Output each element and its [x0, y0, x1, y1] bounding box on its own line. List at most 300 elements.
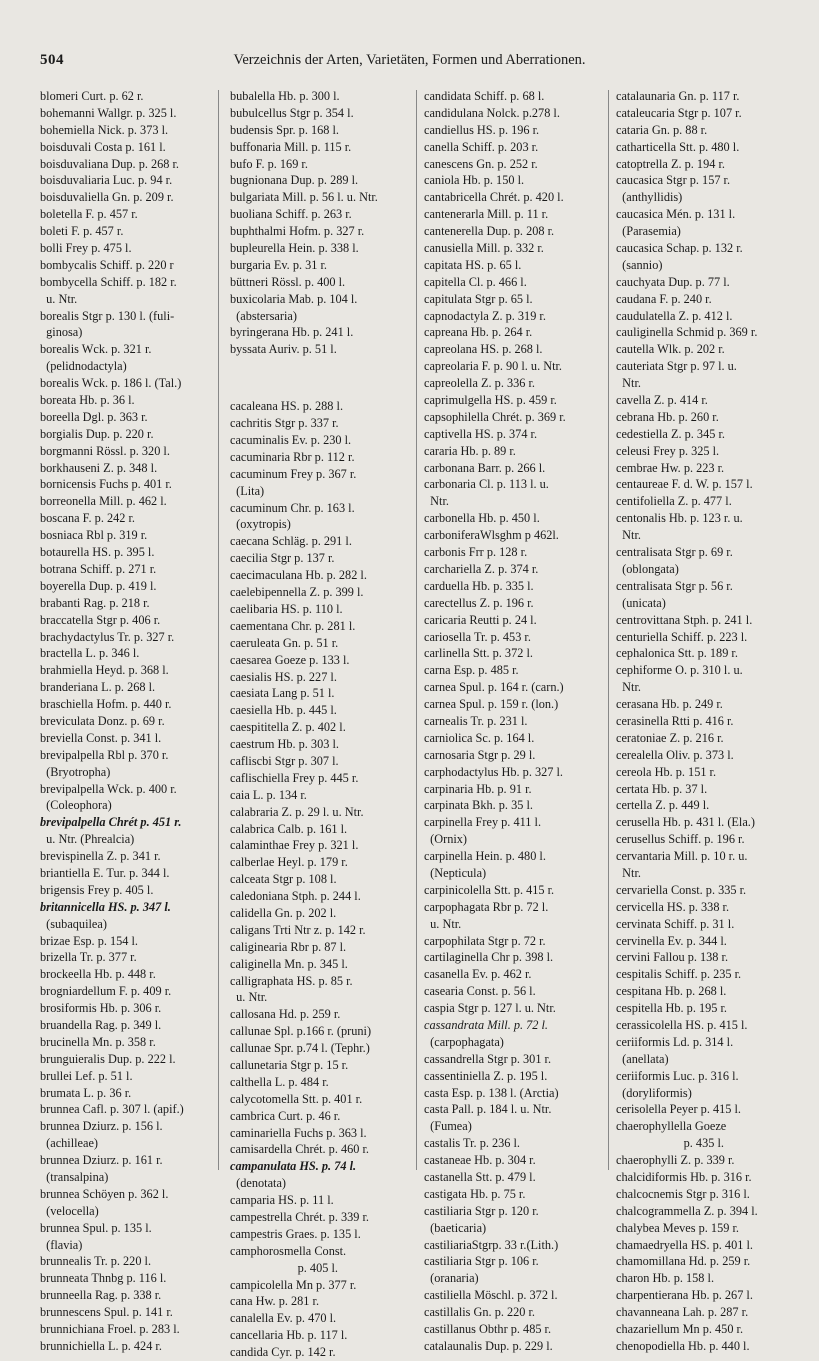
- index-entry: cararia Hb. p. 89 r.: [424, 443, 516, 458]
- index-entry: borreonella Mill. p. 462 l.: [40, 494, 167, 509]
- index-entry: brogniardellum F. p. 409 r.: [40, 984, 172, 999]
- index-entry: carchariella Z. p. 374 r.: [424, 561, 539, 576]
- index-entry: castiliaria Stgr p. 106 r.: [424, 1254, 539, 1269]
- index-entry: chalcocnemis Stgr p. 316 l.: [616, 1186, 750, 1201]
- index-entry: chamomillana Hd. p. 259 r.: [616, 1254, 751, 1269]
- index-entry: bubalella Hb. p. 300 l.: [230, 89, 340, 103]
- index-entry: chalybea Meves p. 159 r.: [616, 1220, 739, 1235]
- index-entry: capreolella Z. p. 336 r.: [424, 376, 535, 391]
- index-entry: u. Ntr.: [230, 990, 268, 1005]
- index-entry: capreolaria F. p. 90 l. u. Ntr.: [424, 359, 563, 374]
- index-entry: bombycalis Schiff. p. 220 r: [40, 257, 174, 272]
- index-entry: brunnea Schöyen p. 362 l.: [40, 1186, 169, 1201]
- index-entry: canusiella Mill. p. 332 r.: [424, 241, 544, 256]
- index-entry: bornicensis Fuchs p. 401 r.: [40, 477, 172, 492]
- index-entry: caesialis HS. p. 227 l.: [230, 669, 337, 684]
- index-entry: boyerella Dup. p. 419 l.: [40, 578, 157, 593]
- index-entry: (abstersaria): [230, 308, 297, 323]
- index-entry: cachritis Stgr p. 337 r.: [230, 416, 339, 431]
- column-divider: [416, 90, 417, 1170]
- index-entry: brunnescens Spul. p. 141 r.: [40, 1305, 173, 1320]
- index-entry: caelibaria HS. p. 110 l.: [230, 601, 343, 616]
- index-entry: carnea Spul. p. 164 r. (carn.): [424, 680, 564, 695]
- index-entry: [230, 358, 410, 378]
- index-entry: canalella Ev. p. 470 l.: [230, 1311, 337, 1326]
- index-entry: (Ornix): [424, 832, 468, 847]
- index-entry: centralisata Stgr p. 69 r.: [616, 545, 733, 560]
- index-entry: candiellus HS. p. 196 r.: [424, 122, 540, 137]
- index-entry: brunneata Thnbg p. 116 l.: [40, 1271, 167, 1286]
- index-entry: campicolella Mn p. 377 r.: [230, 1277, 357, 1292]
- index-entry: carbonis Frr p. 128 r.: [424, 545, 528, 560]
- index-entry: Ntr.: [616, 528, 641, 543]
- index-entry: carectellus Z. p. 196 r.: [424, 595, 534, 610]
- index-entry: centifoliella Z. p. 477 l.: [616, 494, 732, 509]
- index-entry: cafliscbi Stgr p. 307 l.: [230, 753, 339, 768]
- index-entry: callunae Spl. p.166 r. (pruni): [230, 1024, 372, 1039]
- index-entry: castiliella Möschl. p. 372 l.: [424, 1288, 558, 1303]
- index-entry: bombycella Schiff. p. 182 r.: [40, 274, 177, 289]
- index-entry: cauteriata Stgr p. 97 l. u.: [616, 359, 737, 374]
- index-entry: brunnichiella L. p. 424 r.: [40, 1338, 162, 1353]
- index-entry: braccatella Stgr p. 406 r.: [40, 612, 161, 627]
- index-entry: p. 405 l.: [230, 1260, 338, 1275]
- index-entry: bohemiella Nick. p. 373 l.: [40, 122, 169, 137]
- index-entry: brunnea Dziurz. p. 156 l.: [40, 1119, 163, 1134]
- index-entry: cauliginella Schmid p. 369 r.: [616, 325, 758, 340]
- index-entry: caminariella Fuchs p. 363 l.: [230, 1125, 367, 1140]
- index-entry: charpentierana Hb. p. 267 l.: [616, 1288, 753, 1303]
- index-entry: cacaleana HS. p. 288 l.: [230, 399, 344, 414]
- index-entry: catharticella Stt. p. 480 l.: [616, 139, 740, 154]
- index-entry: boisduvaliella Gn. p. 209 r.: [40, 190, 174, 205]
- index-entry: capsophilella Chrét. p. 369 r.: [424, 409, 566, 424]
- index-entry: calligraphata HS. p. 85 r.: [230, 973, 353, 988]
- index-entry: centralisata Stgr p. 56 r.: [616, 578, 733, 593]
- index-entry: carlinella Stt. p. 372 l.: [424, 646, 533, 661]
- index-entry: capitata HS. p. 65 l.: [424, 257, 522, 272]
- index-entry: cervinella Ev. p. 344 l.: [616, 933, 727, 948]
- index-entry: brabanti Rag. p. 218 r.: [40, 595, 150, 610]
- running-title: Verzeichnis der Arten, Varietäten, Formen und Aberrationen.: [233, 52, 586, 68]
- index-entry: brunnealis Tr. p. 220 l.: [40, 1254, 152, 1269]
- index-entry: cespitalis Schiff. p. 235 r.: [616, 967, 742, 982]
- index-entry: p. 435 l.: [616, 1136, 724, 1151]
- index-entry: cautella Wlk. p. 202 r.: [616, 342, 725, 357]
- index-entry: (Parasemia): [616, 224, 681, 239]
- index-entry: brevispinella Z. p. 341 r.: [40, 849, 161, 864]
- index-entry: certata Hb. p. 37 l.: [616, 781, 708, 796]
- index-entry: chalcidiformis Hb. p. 316 r.: [616, 1170, 752, 1184]
- index-entry: camphorosmella Const.: [230, 1243, 347, 1258]
- index-entry: caesarea Goeze p. 133 l.: [230, 652, 350, 667]
- index-entry: cembrae Hw. p. 223 r.: [616, 460, 725, 475]
- index-entry: calberlae Heyl. p. 179 r.: [230, 855, 348, 870]
- index-entry: ceriiformis Luc. p. 316 l.: [616, 1068, 739, 1083]
- index-entry: cervicella HS. p. 338 r.: [616, 899, 730, 914]
- index-entry: u. Ntr.: [40, 291, 78, 306]
- index-entry: carnealis Tr. p. 231 l.: [424, 713, 528, 728]
- index-entry: boisduvaliaria Luc. p. 94 r.: [40, 173, 173, 188]
- index-entry: carpophagata Rbr p. 72 l.: [424, 899, 549, 914]
- index-entry: Ntr.: [616, 376, 641, 391]
- index-entry: boreella Dgl. p. 363 r.: [40, 409, 148, 424]
- index-entry: cerusellus Schiff. p. 196 r.: [616, 832, 745, 847]
- index-entry: byringerana Hb. p. 241 l.: [230, 325, 354, 340]
- index-entry: brunnichiana Froel. p. 283 l.: [40, 1322, 180, 1337]
- index-entry: cassandrata Mill. p. 72 l.: [424, 1017, 548, 1032]
- index-entry: cervini Fallou p. 138 r.: [616, 950, 729, 965]
- index-entry: bolli Frey p. 475 l.: [40, 241, 132, 256]
- index-entry: cervinata Schiff. p. 31 l.: [616, 916, 735, 931]
- index-entry: cephiforme O. p. 310 l. u.: [616, 663, 743, 678]
- index-entry: caia L. p. 134 r.: [230, 787, 307, 802]
- index-entry: (denotata): [230, 1176, 286, 1191]
- index-entry: bugnionana Dup. p. 289 l.: [230, 173, 359, 188]
- index-entry: carpophilata Stgr p. 72 r.: [424, 933, 546, 948]
- index-entry: (anthyllidis): [616, 190, 683, 205]
- index-entry: burgaria Ev. p. 31 r.: [230, 257, 327, 272]
- index-entry: borealis Wck. p. 321 r.: [40, 342, 152, 357]
- index-entry: cespitana Hb. p. 268 l.: [616, 984, 727, 999]
- index-entry: brigensis Frey p. 405 l.: [40, 882, 154, 897]
- index-entry: (velocella): [40, 1203, 99, 1218]
- index-entry: breviculata Donz. p. 69 r.: [40, 713, 165, 728]
- column-divider: [608, 90, 609, 1170]
- index-entry: (Coleophora): [40, 798, 112, 813]
- index-entry: cerasana Hb. p. 249 r.: [616, 697, 723, 712]
- index-entry: carpinella Frey p. 411 l.: [424, 815, 542, 830]
- index-entry: boreata Hb. p. 36 l.: [40, 393, 135, 408]
- index-entry: botaurella HS. p. 395 l.: [40, 545, 155, 560]
- index-entry: (oblongata): [616, 561, 679, 576]
- index-entry: caecimaculana Hb. p. 282 l.: [230, 568, 367, 583]
- index-entry: catalaunalis Dup. p. 229 l.: [424, 1338, 553, 1353]
- index-entry: bosniaca Rbl p. 319 r.: [40, 528, 148, 543]
- index-entry: candidata Schiff. p. 68 l.: [424, 89, 545, 103]
- index-entry: carboniferaWlsghm p 462l.: [424, 528, 559, 543]
- index-entry: buoliana Schiff. p. 263 r.: [230, 207, 352, 222]
- index-entry: capreana Hb. p. 264 r.: [424, 325, 533, 340]
- index-entry: blomeri Curt. p. 62 r.: [40, 89, 144, 103]
- index-entry: caucasica Mén. p. 131 l.: [616, 207, 736, 222]
- index-entry: cerealella Oliv. p. 373 l.: [616, 747, 734, 762]
- index-entry: cerassicolella HS. p. 415 l.: [616, 1017, 748, 1032]
- index-entry: bupleurella Hein. p. 338 l.: [230, 241, 359, 256]
- index-entry: caspia Stgr p. 127 l. u. Ntr.: [424, 1001, 556, 1016]
- index-entry: brullei Lef. p. 51 l.: [40, 1068, 133, 1083]
- index-entry: caprimulgella HS. p. 459 r.: [424, 393, 557, 408]
- index-entry: caesiata Lang p. 51 l.: [230, 686, 335, 701]
- index-entry: brizella Tr. p. 377 r.: [40, 950, 137, 965]
- index-entry: cacuminum Frey p. 367 r.: [230, 466, 357, 481]
- index-entry: brunnea Spul. p. 135 l.: [40, 1220, 152, 1235]
- index-entry: caucasica Stgr p. 157 r.: [616, 173, 731, 188]
- index-entry: chalcogrammella Z. p. 394 l.: [616, 1203, 758, 1218]
- index-entry: cartilaginella Chr p. 398 l.: [424, 950, 554, 965]
- index-entry: carbonana Barr. p. 266 l.: [424, 460, 546, 475]
- index-entry: cervantaria Mill. p. 10 r. u.: [616, 849, 748, 864]
- index-entry: cantenerella Dup. p. 208 r.: [424, 224, 555, 239]
- index-entry: brockeella Hb. p. 448 r.: [40, 967, 156, 982]
- index-entry: cancellaria Hb. p. 117 l.: [230, 1328, 348, 1343]
- index-entry: (oxytropis): [230, 517, 291, 532]
- index-entry: boisduvaliana Dup. p. 268 r.: [40, 156, 180, 171]
- index-entry: certella Z. p. 449 l.: [616, 798, 710, 813]
- index-entry: botrana Schiff. p. 271 r.: [40, 561, 157, 576]
- index-entry: chavanneana Lah. p. 287 r.: [616, 1305, 749, 1320]
- index-entry: caudulatella Z. p. 412 l.: [616, 308, 733, 323]
- index-entry: brunneella Rag. p. 338 r.: [40, 1288, 162, 1303]
- index-entry: calycotomella Stt. p. 401 r.: [230, 1091, 363, 1106]
- index-column-4: [616, 88, 796, 1355]
- index-entry: candidulana Nolck. p.278 l.: [424, 105, 560, 120]
- index-entry: catalaunaria Gn. p. 117 r.: [616, 89, 740, 103]
- index-entry: caucasica Schap. p. 132 r.: [616, 241, 743, 256]
- index-entry: bruandella Rag. p. 349 l.: [40, 1017, 162, 1032]
- index-entry: buphthalmi Hofm. p. 327 r.: [230, 224, 365, 239]
- index-entry: casanella Ev. p. 462 r.: [424, 967, 532, 982]
- index-entry: castanella Stt. p. 479 l.: [424, 1170, 536, 1184]
- index-entry: cambrica Curt. p. 46 r.: [230, 1108, 341, 1123]
- index-entry: castiliariaStgrp. 33 r.(Lith.): [424, 1237, 559, 1252]
- index-entry: carbonella Hb. p. 450 l.: [424, 511, 540, 526]
- index-entry: carpinella Hein. p. 480 l.: [424, 849, 546, 864]
- index-column-1: [40, 88, 210, 1355]
- index-entry: capitulata Stgr p. 65 l.: [424, 291, 533, 306]
- index-entry: borealis Wck. p. 186 l. (Tal.): [40, 376, 182, 391]
- index-entry: caelebipennella Z. p. 399 l.: [230, 585, 364, 600]
- index-entry: carna Esp. p. 485 r.: [424, 663, 519, 678]
- index-entry: chaerophylli Z. p. 339 r.: [616, 1153, 735, 1168]
- index-entry: [230, 378, 410, 398]
- index-entry: brumata L. p. 36 r.: [40, 1085, 132, 1100]
- index-entry: (unicata): [616, 595, 666, 610]
- index-entry: caeruleata Gn. p. 51 r.: [230, 635, 339, 650]
- index-entry: bufo F. p. 169 r.: [230, 156, 308, 171]
- index-entry: byssata Auriv. p. 51 l.: [230, 342, 337, 357]
- index-entry: celeusi Frey p. 325 l.: [616, 443, 720, 458]
- index-entry: (transalpina): [40, 1170, 109, 1184]
- index-entry: cerusella Hb. p. 431 l. (Ela.): [616, 815, 755, 830]
- index-entry: caementana Chr. p. 281 l.: [230, 618, 356, 633]
- index-entry: cacuminaria Rbr p. 112 r.: [230, 449, 355, 464]
- index-entry: ginosa): [40, 325, 83, 340]
- index-entry: capnodactyla Z. p. 319 r.: [424, 308, 546, 323]
- index-entry: caricaria Reutti p. 24 l.: [424, 612, 537, 627]
- index-entry: chaerophyllella Goeze: [616, 1119, 727, 1134]
- index-entry: boleti F. p. 457 r.: [40, 224, 124, 239]
- index-entry: u. Ntr. (Phrealcia): [40, 832, 135, 847]
- index-entry: cavella Z. p. 414 r.: [616, 393, 708, 408]
- index-entry: caligans Trti Ntr z. p. 142 r.: [230, 922, 366, 937]
- index-entry: centaureae F. d. W. p. 157 l.: [616, 477, 753, 492]
- index-entry: u. Ntr.: [424, 916, 462, 931]
- index-entry: charon Hb. p. 158 l.: [616, 1271, 715, 1286]
- index-entry: casta Pall. p. 184 l. u. Ntr.: [424, 1102, 552, 1117]
- index-entry: cespitella Hb. p. 195 r.: [616, 1001, 727, 1016]
- index-entry: brevipalpella Chrét p. 451 r.: [40, 815, 182, 830]
- index-entry: cebrana Hb. p. 260 r.: [616, 409, 719, 424]
- index-entry: cataleucaria Stgr p. 107 r.: [616, 105, 742, 120]
- page-header: [40, 52, 785, 74]
- index-entry: briantiella E. Tur. p. 344 l.: [40, 865, 170, 880]
- index-entry: caliginearia Rbr p. 87 l.: [230, 939, 347, 954]
- index-entry: candida Cyr. p. 142 r.: [230, 1345, 336, 1360]
- index-entry: (Nepticula): [424, 865, 487, 880]
- index-entry: captivella HS. p. 374 r.: [424, 426, 538, 441]
- index-entry: (doryliformis): [616, 1085, 692, 1100]
- index-entry: cerisolella Peyer p. 415 l.: [616, 1102, 741, 1117]
- index-entry: brunnea Dziurz. p. 161 r.: [40, 1153, 163, 1168]
- index-entry: buffonaria Mill. p. 115 r.: [230, 139, 352, 154]
- index-entry: buxicolaria Mab. p. 104 l.: [230, 291, 358, 306]
- index-entry: carbonaria Cl. p. 113 l. u.: [424, 477, 549, 492]
- index-entry: caliginella Mn. p. 345 l.: [230, 956, 348, 971]
- index-entry: brevipalpella Wck. p. 400 r.: [40, 781, 177, 796]
- index-entry: castigata Hb. p. 75 r.: [424, 1186, 526, 1201]
- index-entry: caflischiella Frey p. 445 r.: [230, 770, 359, 785]
- index-entry: (Bryotropha): [40, 764, 111, 779]
- index-entry: calaminthae Frey p. 321 l.: [230, 838, 359, 853]
- index-entry: Ntr.: [616, 680, 641, 695]
- index-entry: (baeticaria): [424, 1220, 487, 1235]
- index-entry: cariosella Tr. p. 453 r.: [424, 629, 531, 644]
- index-entry: cervariella Const. p. 335 r.: [616, 882, 747, 897]
- index-entry: brahmiella Heyd. p. 368 l.: [40, 663, 169, 678]
- index-entry: callunae Spr. p.74 l. (Tephr.): [230, 1041, 370, 1056]
- index-entry: cassandrella Stgr p. 301 r.: [424, 1051, 552, 1066]
- index-entry: bulgariata Mill. p. 56 l. u. Ntr.: [230, 190, 378, 205]
- index-entry: Ntr.: [424, 494, 449, 509]
- index-entry: chamaedryella HS. p. 401 l.: [616, 1237, 753, 1252]
- index-entry: cacuminalis Ev. p. 230 l.: [230, 433, 352, 448]
- index-entry: castillanus Obthr p. 485 r.: [424, 1322, 552, 1337]
- index-entry: (carpophagata): [424, 1034, 504, 1049]
- column-divider: [218, 90, 219, 1170]
- index-entry: castaneae Hb. p. 304 r.: [424, 1153, 536, 1168]
- index-entry: castillalis Gn. p. 220 r.: [424, 1305, 536, 1320]
- index-entry: brachydactylus Tr. p. 327 r.: [40, 629, 175, 644]
- index-entry: cana Hw. p. 281 r.: [230, 1294, 320, 1309]
- index-entry: cantabricella Chrét. p. 420 l.: [424, 190, 564, 205]
- index-entry: catoptrella Z. p. 194 r.: [616, 156, 725, 171]
- index-entry: castalis Tr. p. 236 l.: [424, 1136, 520, 1151]
- index-entry: capreolana HS. p. 268 l.: [424, 342, 543, 357]
- index-entry: boletella F. p. 457 r.: [40, 207, 138, 222]
- index-entry: boscana F. p. 242 r.: [40, 511, 135, 526]
- index-entry: caestrum Hb. p. 303 l.: [230, 737, 339, 752]
- index-entry: ceriiformis Ld. p. 314 l.: [616, 1034, 734, 1049]
- index-entry: carniolica Sc. p. 164 l.: [424, 730, 535, 745]
- index-entry: (oranaria): [424, 1271, 479, 1286]
- index-entry: brucinella Mn. p. 358 r.: [40, 1034, 156, 1049]
- index-entry: carpinicolella Stt. p. 415 r.: [424, 882, 555, 897]
- index-entry: boisduvali Costa p. 161 l.: [40, 139, 166, 154]
- index-entry: carduella Hb. p. 335 l.: [424, 578, 534, 593]
- index-entry: breviella Const. p. 341 l.: [40, 730, 162, 745]
- index-entry: (subaquilea): [40, 916, 107, 931]
- index-entry: borgmanni Rössl. p. 320 l.: [40, 443, 170, 458]
- index-entry: branderiana L. p. 268 l.: [40, 680, 156, 695]
- index-entry: (flavia): [40, 1237, 83, 1252]
- index-entry: (Fumea): [424, 1119, 472, 1134]
- index-entry: (pelidnodactyla): [40, 359, 127, 374]
- index-entry: callosana Hd. p. 259 r.: [230, 1007, 341, 1022]
- index-entry: (achilleae): [40, 1136, 99, 1151]
- index-entry: calabraria Z. p. 29 l. u. Ntr.: [230, 804, 364, 819]
- index-entry: cephalonica Stt. p. 189 r.: [616, 646, 738, 661]
- index-entry: cerasinella Rtti p. 416 r.: [616, 713, 734, 728]
- index-entry: caespititella Z. p. 402 l.: [230, 720, 346, 735]
- index-entry: camisardella Chrét. p. 460 r.: [230, 1142, 369, 1157]
- index-entry: carphodactylus Hb. p. 327 l.: [424, 764, 563, 779]
- index-entry: casearia Const. p. 56 l.: [424, 984, 536, 999]
- index-entry: centonalis Hb. p. 123 r. u.: [616, 511, 743, 526]
- index-entry: bractella L. p. 346 l.: [40, 646, 140, 661]
- index-entry: cantenerarla Mill. p. 11 r.: [424, 207, 549, 222]
- index-entry: cassentiniella Z. p. 195 l.: [424, 1068, 548, 1083]
- index-entry: caledoniana Stph. p. 244 l.: [230, 889, 361, 904]
- index-entry: bohemanni Wallgr. p. 325 l.: [40, 105, 177, 120]
- index-entry: caecilia Stgr p. 137 r.: [230, 551, 335, 566]
- index-entry: brosiformis Hb. p. 306 r.: [40, 1001, 162, 1016]
- index-entry: centrovittana Stph. p. 241 l.: [616, 612, 753, 627]
- index-entry: borealis Stgr p. 130 l. (fuli-: [40, 308, 175, 323]
- page-number: 504: [40, 52, 64, 68]
- index-entry: calceata Stgr p. 108 l.: [230, 872, 337, 887]
- index-entry: ceratoniae Z. p. 216 r.: [616, 730, 724, 745]
- index-entry: callunetaria Stgr p. 15 r.: [230, 1057, 349, 1072]
- index-entry: bubulcellus Stgr p. 354 l.: [230, 105, 354, 120]
- index-entry: canescens Gn. p. 252 r.: [424, 156, 538, 171]
- index-entry: caecana Schläg. p. 291 l.: [230, 534, 352, 549]
- index-entry: Ntr.: [616, 865, 641, 880]
- index-entry: campestris Graes. p. 135 l.: [230, 1226, 361, 1241]
- index-entry: capitella Cl. p. 466 l.: [424, 274, 527, 289]
- index-entry: borgialis Dup. p. 220 r.: [40, 426, 154, 441]
- index-entry: chenopodiella Hb. p. 440 l.: [616, 1338, 750, 1353]
- index-entry: carpinata Bkh. p. 35 l.: [424, 798, 533, 813]
- index-entry: centuriella Schiff. p. 223 l.: [616, 629, 748, 644]
- index-entry: caesiella Hb. p. 445 l.: [230, 703, 337, 718]
- index-entry: canella Schiff. p. 203 r.: [424, 139, 539, 154]
- index-entry: brizae Esp. p. 154 l.: [40, 933, 139, 948]
- index-entry: cataria Gn. p. 88 r.: [616, 122, 708, 137]
- index-entry: caniola Hb. p. 150 l.: [424, 173, 525, 188]
- index-entry: campanulata HS. p. 74 l.: [230, 1159, 357, 1174]
- index-entry: carnea Spul. p. 159 r. (lon.): [424, 697, 559, 712]
- index-entry: carpinaria Hb. p. 91 r.: [424, 781, 532, 796]
- index-entry: cacuminum Chr. p. 163 l.: [230, 500, 355, 515]
- index-entry: (sannio): [616, 257, 663, 272]
- index-entry: chazariellum Mn p. 450 r.: [616, 1322, 744, 1337]
- index-entry: castiliaria Stgr p. 120 r.: [424, 1203, 539, 1218]
- index-entry: cedestiella Z. p. 345 r.: [616, 426, 725, 441]
- index-entry: casta Esp. p. 138 l. (Arctia): [424, 1085, 559, 1100]
- index-entry: calthella L. p. 484 r.: [230, 1074, 329, 1089]
- index-entry: (anellata): [616, 1051, 669, 1066]
- index-entry: brevipalpella Rbl p. 370 r.: [40, 747, 169, 762]
- index-entry: britannicella HS. p. 347 l.: [40, 899, 171, 914]
- index-entry: carnosaria Stgr p. 29 l.: [424, 747, 536, 762]
- index-entry: calabrica Calb. p. 161 l.: [230, 821, 348, 836]
- index-entry: (Lita): [230, 483, 265, 498]
- index-column-3: [424, 88, 600, 1355]
- index-entry: brunguieralis Dup. p. 222 l.: [40, 1051, 176, 1066]
- index-entry: brunnea Cafl. p. 307 l. (apif.): [40, 1102, 184, 1117]
- index-entry: borkhauseni Z. p. 348 l.: [40, 460, 158, 475]
